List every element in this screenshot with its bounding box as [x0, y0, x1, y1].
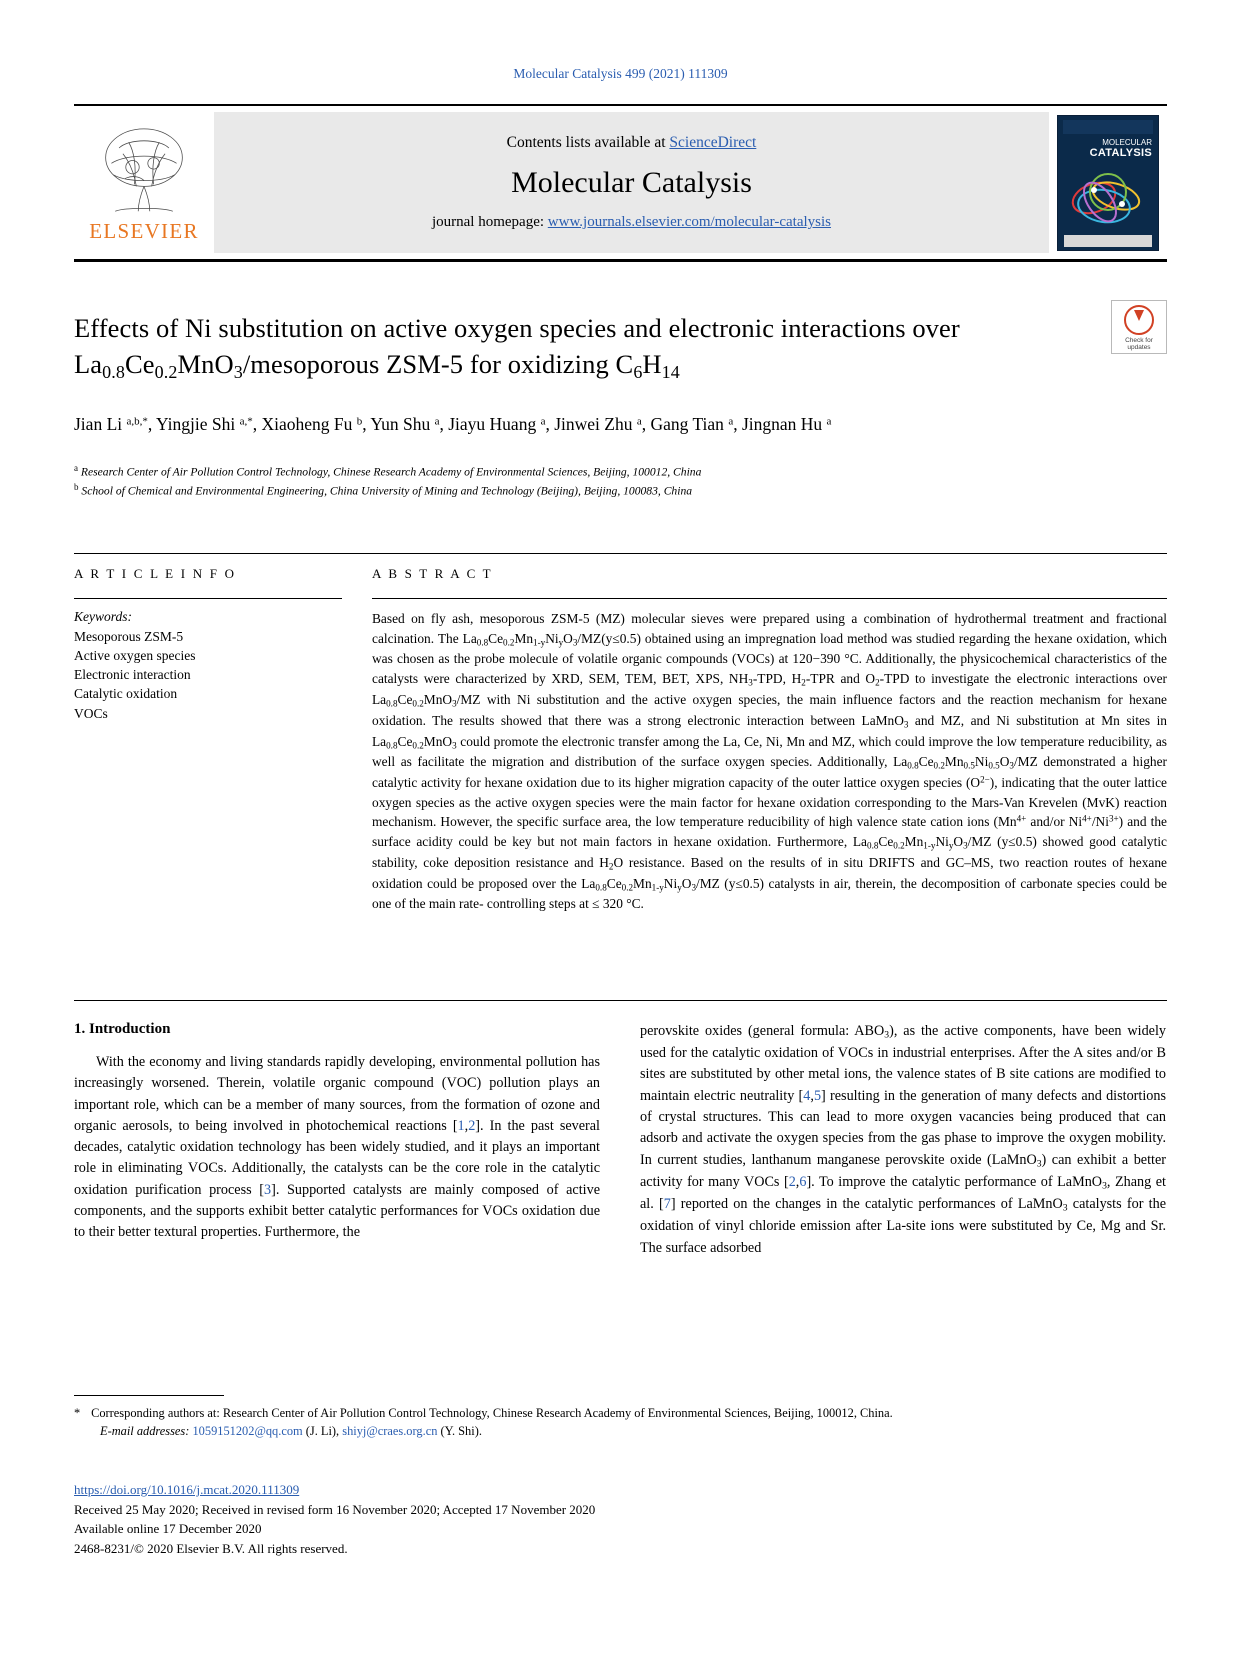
email-addresses-note: E-mail addresses: 1059151202@qq.com (J. Li), shiyj@craes.org.cn (Y. Shi).: [100, 1424, 482, 1439]
affiliations: $^a$ Research Center of Air Pollution Control Technology, Chinese Research Academy of Environmental Sciences, Beijing, 100012, China $^b$ School of Chemical and Environmental Engineering, China University of Mining and Technology (Beijing), Beijing, 100083, China: [74, 462, 702, 498]
footnote-rule: [74, 1395, 224, 1396]
homepage-line: [432, 214, 831, 231]
keyword-item: Electronic interaction: [74, 667, 191, 683]
title-block: [74, 300, 1167, 501]
received-dates: Received 25 May 2020; Received in revised form 16 November 2020; Accepted 17 November 2020: [74, 1501, 596, 1517]
keyword-item: Active oxygen species: [74, 648, 196, 664]
abstract-column: [372, 566, 1167, 914]
crossmark-line1: Check for: [1125, 337, 1153, 344]
journal-homepage-link[interactable]: www.journals.elsevier.com/molecular-catalysis: [547, 214, 832, 230]
abstract-heading: A B S T R A C T: [372, 566, 493, 581]
keyword-item: Catalytic oxidation: [74, 686, 178, 702]
corresponding-author-note: * Corresponding authors at: Research Center of Air Pollution Control Technology, Chinese Research Academy of Environmental Sciences, Beijing, 100012, China.: [74, 1406, 893, 1420]
publisher-logo: [74, 106, 214, 259]
cover-footer-band: [1064, 235, 1152, 247]
cover-title-line1: MOLECULAR: [1102, 137, 1152, 147]
elsevier-wordmark: ELSEVIER: [89, 219, 199, 243]
homepage-prefix: journal homepage:: [431, 214, 548, 230]
cover-header-band: [1063, 120, 1153, 134]
masthead-center: [214, 112, 1049, 253]
cover-artwork: [1064, 168, 1152, 232]
journal-masthead: [74, 104, 1167, 262]
available-online: Available online 17 December 2020: [74, 1521, 262, 1536]
contents-prefix: Contents lists available at: [506, 134, 670, 151]
crossmark-badge[interactable]: [1111, 300, 1167, 354]
crossmark-icon: [1124, 305, 1154, 335]
cover-thumbnail: [1057, 115, 1159, 251]
author-list: Jian Li $^{a,b,*}$, Yingjie Shi $^{a,*}$, Xiaoheng Fu $^b$, Yun Shu $^a$, Jiayu Huang $^a$, Jinwei Zhu $^a$, Gang Tian $^a$, Jingnan Hu $^a$: [74, 413, 832, 434]
body-column-right: [640, 1021, 1166, 1259]
keywords-list: [74, 627, 342, 723]
crossmark-line2: updates: [1127, 344, 1151, 352]
cover-title: [1064, 138, 1152, 160]
cover-title-line2: CATALYSIS: [1089, 146, 1152, 159]
article-info-column: [74, 566, 372, 914]
doi-link[interactable]: https://doi.org/10.1016/j.mcat.2020.111309: [74, 1482, 300, 1497]
publication-metadata: [74, 1480, 774, 1558]
footnotes: [74, 1395, 893, 1441]
article-info-rule: [74, 598, 342, 599]
page-title: Effects of Ni substitution on active oxygen species and electronic interactions over $La_{0.8}Ce_{0.2}MnO_3$/mesoporous ZSM-5 for oxidizing $C_6H_{14}$: [74, 313, 960, 383]
journal-cover: [1049, 106, 1167, 259]
abstract-text: Based on fly ash, mesoporous ZSM-5 (MZ) molecular sieves were prepared using a combination of hydrothermal treatment and fractional calcination. The $La_{0.8}Ce_{0.2}Mn_{1-y}Ni_yO_3/MZ(y\le 0.5)$ obtained using an impregnation load method was studied regarding the hexane oxidation, which was chosen as the probe molecule of volatile organic compounds (VOCs) at 120−390 °C. Additionally, the physicochemical characteristics of the catalysts were characterized by XRD, SEM, TEM, BET, XPS, $NH_3$-TPD, $H_2$-TPR and $O_2$-TPD to investigate the electronic interactions over $La_{0.8}Ce_{0.2}MnO_3/MZ$ with Ni substitution and the active oxygen species, the main influence factors and the reaction mechanism for hexane oxidation. The results showed that there was a strong electronic interaction between LaMnO$_3$ and MZ, and Ni substitution at Mn sites in $La_{0.8}Ce_{0.2}MnO_3$ could promote the electronic transfer among the La, Ce, Ni, Mn and MZ, which could improve the low temperature reducibility, as well as facilitate the migration and distribution of the surface oxygen species. Additionally, $La_{0.8}Ce_{0.2}Mn_{0.5}Ni_{0.5}O_3/MZ$ demonstrated a higher catalytic activity for hexane oxidation due to its higher migration capacity of the outer lattice oxygen species $(O^{2-})$, indicating that the outer lattice oxygen species as the active oxygen species were the main factor for hexane oxidation corresponding to the Mars-Van Krevelen (MvK) reaction mechanism. However, the specific surface area, the low temperature reducibility of high valence state cation ions ($Mn^{4+}$ and/or $Ni^{4+}/Ni^{3+}$) and the surface acidity could be key but not main factors in hexane oxidation. Furthermore, $La_{0.8}Ce_{0.2}Mn_{1-y}Ni_yO_3/MZ$ (y≤0.5) showed good catalytic stability, coke deposition resistance and $H_2O$ resistance. Based on the results of in situ DRIFTS and GC–MS, two reaction routes of hexane oxidation could be proposed over the $La_{0.8}Ce_{0.2}Mn_{1-y}Ni_yO_3/MZ$ (y≤0.5) catalysts in air, therein, the decomposition of carbonate species could be one of the main rate- controlling steps at ≤ 320 °C.: [372, 611, 1168, 912]
elsevier-tree-icon: [96, 125, 192, 217]
keyword-item: Mesoporous ZSM-5: [74, 629, 184, 644]
body-column-left: [74, 1021, 600, 1259]
info-abstract-block: [74, 553, 1167, 914]
keywords-label: Keywords:: [74, 609, 132, 624]
running-head: Molecular Catalysis 499 (2021) 111309: [513, 66, 728, 81]
intro-paragraph-right: perovskite oxides (general formula: $ABO_3$), as the active components, have been widely used for the catalytic oxidation of VOCs in industrial enterprises. After the A sites and/or B sites are substituted by other metal ions, the valence states of B site cations are modified to maintain electric neutrality [4,5] resulting in the generation of many defects and distortions of crystal structures. This can lead to more oxygen vacancies being produced that can adsorb and activate the oxygen species from the gas phase to improve the oxygen mobility. In current studies, lanthanum manganese perovskite oxide (LaMnO$_3$) can exhibit a better activity for many VOCs [2,6]. To improve the catalytic performance of LaMnO$_3$, Zhang et al. [7] reported on the changes in the catalytic performances of LaMnO$_3$ catalysts for the oxidation of vinyl chloride emission after La-site ions were substituted by Ce, Mg and Sr. The surface adsorbed: [640, 1023, 1167, 1256]
abstract-rule: [372, 598, 1167, 599]
sciencedirect-link[interactable]: ScienceDirect: [669, 134, 757, 151]
copyright-line: 2468-8231/© 2020 Elsevier B.V. All rights reserved.: [74, 1540, 348, 1556]
intro-paragraph-left: With the economy and living standards rapidly developing, environmental pollution has increasingly worsened. Therein, volatile organic compound (VOC) pollution plays an important role, which can be a member of many sources, from the formation of ozone and organic aerosols, to being involved in photochemical reactions [1,2]. In the past several decades, catalytic oxidation technology has been widely studied, and it plays an important role in eliminating VOCs. Additionally, the catalysts can be the core role in the catalytic oxidation purification process [3]. Supported catalysts are mainly composed of active components, and the supports exhibit better catalytic performances for VOCs oxidation due to their better textural properties. Furthermore, the: [74, 1054, 600, 1241]
journal-title: Molecular Catalysis: [511, 166, 752, 199]
keyword-item: VOCs: [74, 705, 108, 721]
contents-line: [507, 134, 757, 152]
body-columns: [74, 1000, 1167, 1259]
article-info-heading: A R T I C L E I N F O: [74, 566, 237, 581]
section-heading-introduction: 1. Introduction: [74, 1021, 171, 1037]
